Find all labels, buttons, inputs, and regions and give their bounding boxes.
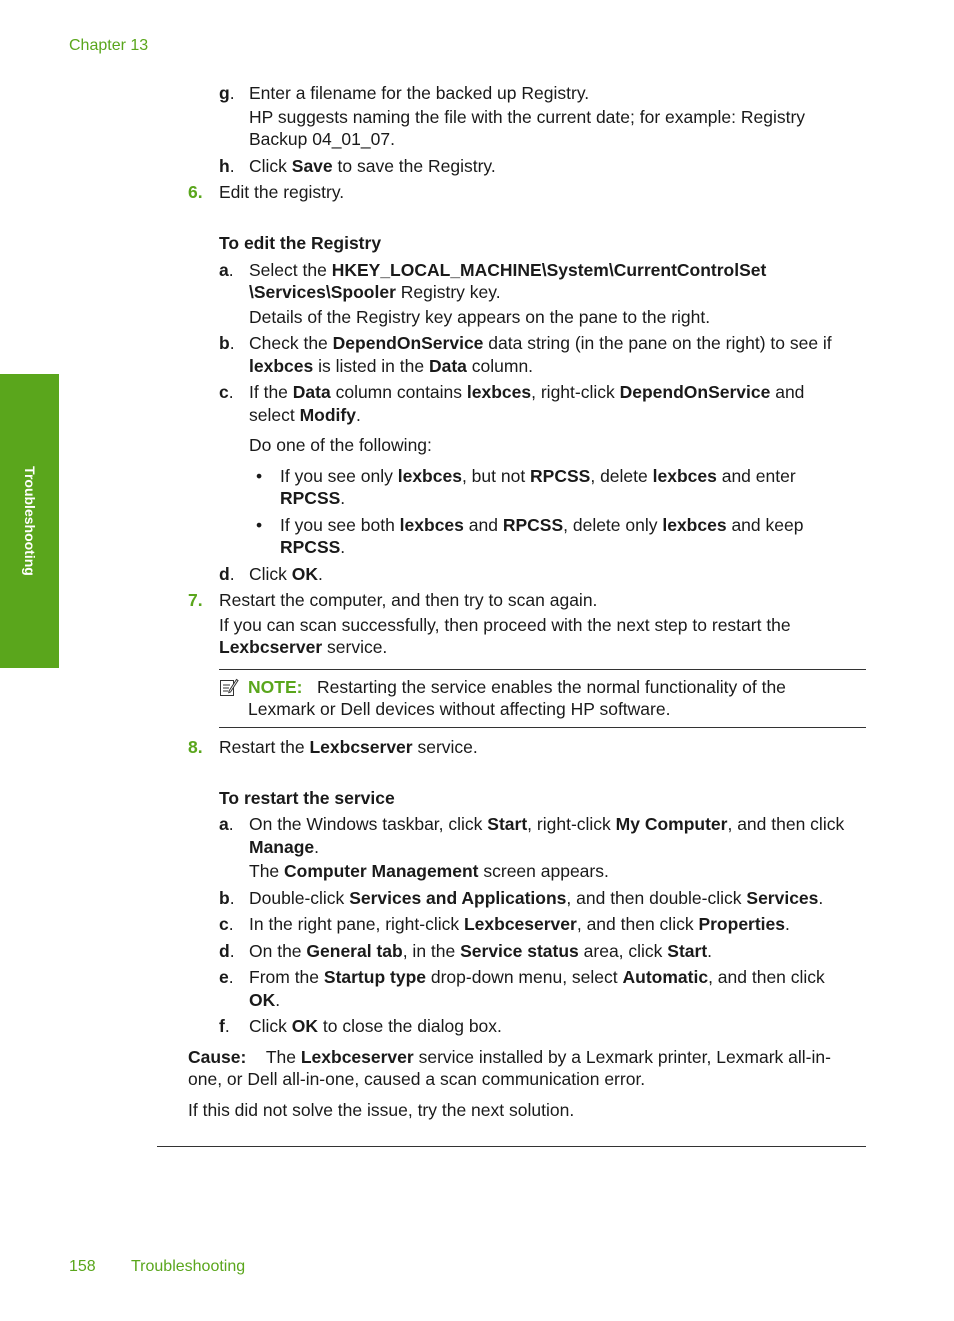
step-g-detail-2: Backup 04_01_07. <box>249 129 395 149</box>
step-g-text: Enter a filename for the backed up Registry. <box>249 83 590 103</box>
edit-c-text: If the Data column contains lexbces, right-click DependOnService and <box>249 382 805 402</box>
step-7-text: Restart the computer, and then try to scan again. <box>219 590 598 610</box>
restart-e-letter: e. <box>219 967 234 987</box>
bullet-2: • <box>256 515 263 535</box>
note-text-2: Lexmark or Dell devices without affecting HP software. <box>248 699 671 719</box>
section-end-rule <box>157 1146 866 1147</box>
restart-a-letter: a. <box>219 814 234 834</box>
note-icon <box>219 677 239 702</box>
step-8-text: Restart the Lexbcserver service. <box>219 737 478 757</box>
bullet-2-text: If you see both lexbces and RPCSS, delete only lexbces and keep <box>280 515 804 535</box>
step-7-detail-1: If you can scan successfully, then proceed with the next step to restart the <box>219 615 791 635</box>
cause-text-2: one, or Dell all-in-one, caused a scan communication error. <box>188 1069 646 1089</box>
edit-d-letter: d. <box>219 564 235 584</box>
step-g-detail-1: HP suggests naming the file with the current date; for example: Registry <box>249 107 806 127</box>
edit-d-text: Click OK. <box>249 564 323 584</box>
edit-a-letter: a. <box>219 260 234 280</box>
edit-registry-heading: To edit the Registry <box>219 233 382 253</box>
restart-b-text: Double-click Services and Applications, and then double-click Services. <box>249 888 824 908</box>
note-text: NOTE: Restarting the service enables the normal functionality of the <box>248 677 786 697</box>
step-6-number: 6. <box>188 182 203 202</box>
step-8-number: 8. <box>188 737 203 757</box>
side-tab-label: Troubleshooting <box>21 466 38 576</box>
chapter-header: Chapter 13 <box>69 37 149 54</box>
bullet-1: • <box>256 466 263 486</box>
bullet-1-text-2: RPCSS. <box>280 488 346 508</box>
restart-f-letter: f. <box>219 1016 230 1036</box>
step-7-number: 7. <box>188 590 203 610</box>
restart-d-text: On the General tab, in the Service status area, click Start. <box>249 941 713 961</box>
edit-b-text: Check the DependOnService data string (in the pane on the right) to see if <box>249 333 832 353</box>
restart-a-detail: The Computer Management screen appears. <box>249 861 609 881</box>
restart-c-letter: c. <box>219 914 234 934</box>
side-tab <box>0 374 59 668</box>
restart-f-text: Click OK to close the dialog box. <box>249 1016 502 1036</box>
step-6-text: Edit the registry. <box>219 182 345 202</box>
page-number: 158 <box>69 1258 96 1275</box>
restart-e-text-2: OK. <box>249 990 281 1010</box>
edit-a-text-2: \Services\Spooler Registry key. <box>249 282 501 302</box>
edit-c-text-2: select Modify. <box>249 405 361 425</box>
step-7-detail-2: Lexbcserver service. <box>219 637 388 657</box>
bullet-2-text-2: RPCSS. <box>280 537 346 557</box>
cause-text: Cause: The Lexbceserver service installed by a Lexmark printer, Lexmark all-in- <box>188 1047 831 1067</box>
edit-b-text-2: lexbces is listed in the Data column. <box>249 356 534 376</box>
restart-b-letter: b. <box>219 888 235 908</box>
footer-section: Troubleshooting <box>131 1258 246 1275</box>
step-h-letter: h. <box>219 156 235 176</box>
bullet-1-text: If you see only lexbces, but not RPCSS, delete lexbces and enter <box>280 466 796 486</box>
restart-d-letter: d. <box>219 941 235 961</box>
edit-c-instruction: Do one of the following: <box>249 435 432 455</box>
restart-e-text: From the Startup type drop-down menu, select Automatic, and then click <box>249 967 825 987</box>
edit-b-letter: b. <box>219 333 235 353</box>
restart-a-text-2: Manage. <box>249 837 320 857</box>
note-top-rule <box>219 669 866 670</box>
step-g-letter: g. <box>219 83 235 103</box>
note-bottom-rule <box>219 727 866 728</box>
edit-a-text: Select the HKEY_LOCAL_MACHINE\System\CurrentControlSet <box>249 260 767 280</box>
restart-a-text: On the Windows taskbar, click Start, right-click My Computer, and then click <box>249 814 845 834</box>
edit-a-detail: Details of the Registry key appears on the pane to the right. <box>249 307 711 327</box>
edit-c-letter: c. <box>219 382 234 402</box>
restart-c-text: In the right pane, right-click Lexbceserver, and then click Properties. <box>249 914 790 934</box>
closing-text: If this did not solve the issue, try the next solution. <box>188 1100 575 1120</box>
step-h-text: Click Save to save the Registry. <box>249 156 496 176</box>
restart-service-heading: To restart the service <box>219 788 395 808</box>
